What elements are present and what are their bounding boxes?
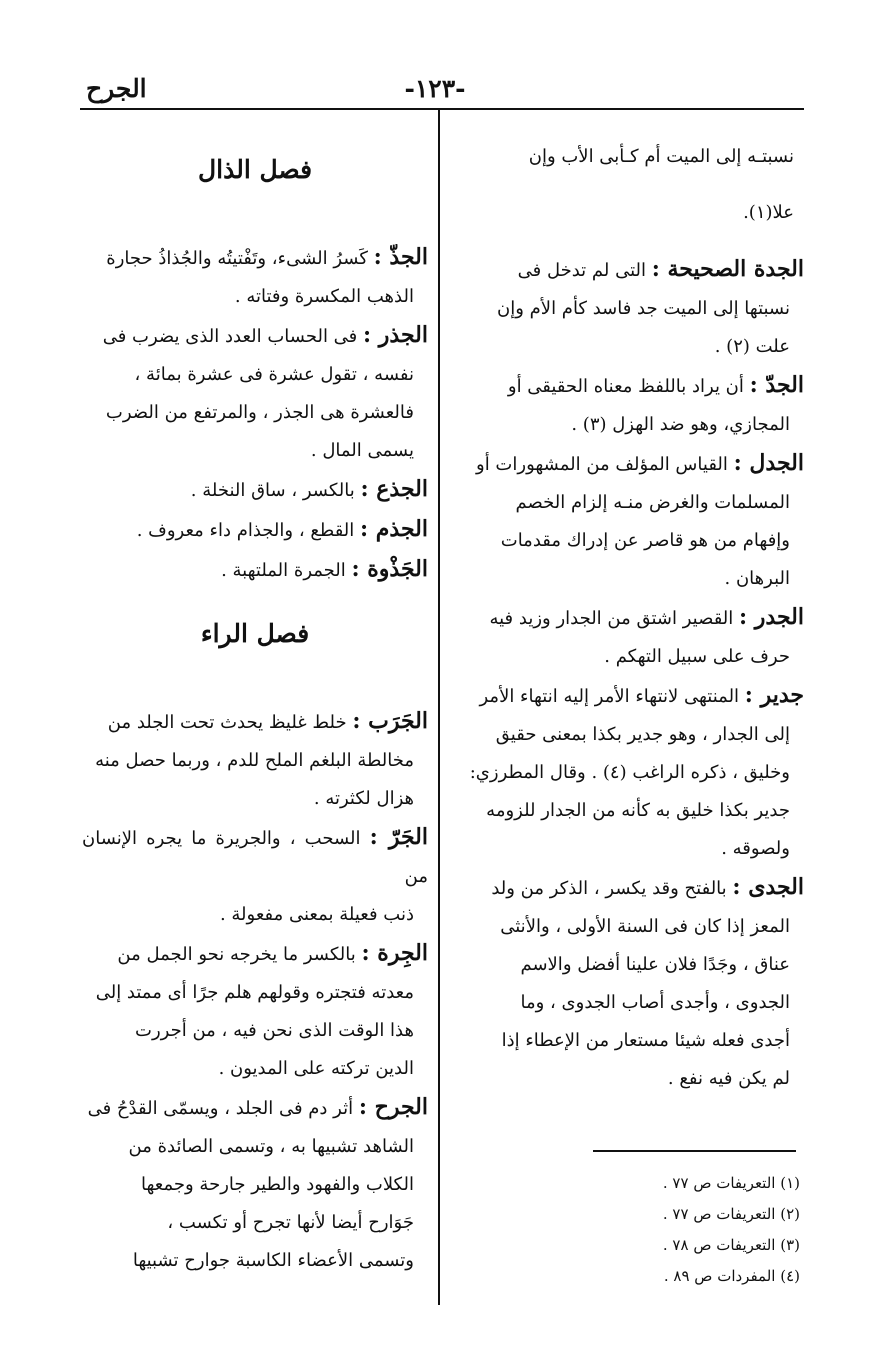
entry-headword: الجذّ : <box>373 244 428 270</box>
entry-line: حرف على سبيل التهكم . <box>604 646 790 667</box>
entry-line: فالعشرة هى الجذر ، والمرتفع من الضرب <box>105 402 414 423</box>
footnotes <box>600 1168 800 1292</box>
section-title-ra: فصل الراء <box>200 619 310 648</box>
entry-line: الشاهد تشبيها به ، وتسمى الصائدة من <box>128 1136 414 1157</box>
entry-line: الكلاب والفهود والطير جارحة وجمعها <box>141 1174 414 1195</box>
entry-headword: الجذر : <box>363 322 428 348</box>
footnote: (٢) التعريفات ص ٧٧ . <box>662 1205 800 1223</box>
footnote-rule <box>593 1150 796 1152</box>
header-rule <box>80 108 804 110</box>
text-line: نسبتـه إلى الميت أم كـأبى الأب وإن <box>528 146 794 167</box>
entry-text: القصير اشتق من الجدار وزيد فيه <box>489 608 734 629</box>
entry-text: بالكسر ما يخرجه نحو الجمل من <box>117 944 356 965</box>
entry-headword: الجَرَب : <box>352 708 428 734</box>
running-header-word: الجرح <box>86 74 147 103</box>
entry-text: كَسرُ الشىء، وتَفْتيتُه والجُذاذُ حجارة <box>106 248 368 269</box>
entry-line: عناق ، وجَدًا فلان علينا أفضل والاسم <box>520 954 790 975</box>
entry-line <box>456 598 804 638</box>
entry-headword: الجذم : <box>360 516 428 542</box>
dictionary-entry <box>82 510 428 550</box>
entry-line <box>456 676 804 716</box>
entry-headword: الجرح : <box>358 1094 428 1120</box>
dictionary-entry <box>456 598 804 676</box>
entry-line: المعز إذا كان فى السنة الأولى ، والأنثى <box>500 916 790 937</box>
entry-line: البرهان . <box>724 568 790 589</box>
footnote: (١) التعريفات ص ٧٧ . <box>662 1174 800 1192</box>
entry-line: المجازي، وهو ضد الهزل (٣) . <box>571 414 790 435</box>
entry-line: وإفهام من هو قاصر عن إدراك مقدمات <box>500 530 790 551</box>
entry-line: جدير بكذا خليق به كأنه من الجدار للزومه <box>486 800 790 821</box>
entry-line: لم يكن فيه نفع . <box>667 1068 790 1089</box>
dictionary-entry <box>82 818 428 934</box>
entry-line: معدته فتجتره وقولهم هلم جرًا أى ممتد إلى <box>95 982 414 1003</box>
entry-line: وتسمى الأعضاء الكاسبة جوارح تشبيها <box>132 1250 414 1271</box>
entry-line <box>82 550 428 590</box>
entry-headword: الجدل : <box>733 450 804 476</box>
entry-line <box>82 470 428 510</box>
entry-text: القطع ، والجذام داء معروف . <box>136 520 355 541</box>
entry-text: المنتهى لانتهاء الأمر إليه انتهاء الأمر <box>479 686 740 707</box>
entry-line: الدين تركته على المديون . <box>218 1058 414 1079</box>
dictionary-entry <box>456 444 804 598</box>
entry-text: الجمرة الملتهبة . <box>221 560 346 581</box>
entry-line: ذنب فعيلة بمعنى مفعولة . <box>219 904 414 925</box>
entry-line: وخليق ، ذكره الراغب (٤) . وقال المطرزي: <box>469 762 790 783</box>
entry-line: يسمى المال . <box>310 440 414 461</box>
entry-line <box>456 366 804 406</box>
entry-headword: الجَذْوة : <box>351 556 428 582</box>
entry-headword: الجدّ : <box>749 372 804 398</box>
entry-text: فى الحساب العدد الذى يضرب فى <box>102 326 358 347</box>
entry-line: المسلمات والغرض منـه إلزام الخصم <box>515 492 790 513</box>
entry-line: جَوَارح أيضا لأنها تجرح أو تكسب ، <box>167 1212 414 1233</box>
entry-line <box>82 316 428 356</box>
entry-line <box>82 510 428 550</box>
dictionary-entry <box>456 250 804 366</box>
entry-line: هزال لكثرته . <box>313 788 414 809</box>
page-number: -١٢٣- <box>404 74 466 103</box>
entry-headword: الجَرّ : <box>369 824 428 850</box>
entry-line: الجدوى ، وأجدى أصاب الجدوى ، وما <box>520 992 790 1013</box>
text-line: علا(١). <box>743 202 794 223</box>
entry-line <box>82 702 428 742</box>
entry-headword: الجدة الصحيحة : <box>651 256 804 282</box>
entry-line <box>82 934 428 974</box>
entry-line: ولصوقه . <box>721 838 790 859</box>
entry-headword: الجِرة : <box>361 940 428 966</box>
right-entries <box>456 250 804 1098</box>
entry-headword: الجدى : <box>732 874 804 900</box>
entry-text: بالكسر ، ساق النخلة . <box>190 480 355 501</box>
footnote: (٣) التعريفات ص ٧٨ . <box>662 1236 800 1254</box>
left-column <box>82 150 428 1280</box>
entry-line: نفسه ، تقول عشرة فى عشرة بمائة ، <box>134 364 414 385</box>
dictionary-entry <box>456 366 804 444</box>
entry-line <box>456 444 804 484</box>
continuation-text <box>456 138 804 232</box>
entry-line: نسبتها إلى الميت جد فاسد كأم الأم وإن <box>497 298 790 319</box>
footnote: (٤) المفردات ص ٨٩ . <box>663 1267 800 1285</box>
entry-text: خلط غليظ يحدث تحت الجلد من <box>107 712 347 733</box>
dictionary-entry <box>456 676 804 868</box>
section-title-dhal: فصل الذال <box>197 155 313 184</box>
dictionary-entry <box>82 1088 428 1280</box>
dictionary-entry <box>82 702 428 818</box>
entry-headword: الجدر : <box>739 604 804 630</box>
entry-line <box>456 868 804 908</box>
entry-headword: جدير : <box>744 682 804 708</box>
entry-text: السحب ، والجريرة ما يجره الإنسان من <box>82 828 428 887</box>
entry-text: التى لم تدخل فى <box>517 260 646 281</box>
dhal-entries <box>82 238 428 590</box>
dictionary-entry <box>82 550 428 590</box>
entry-line <box>82 818 428 896</box>
entry-line: إلى الجدار ، وهو جدير بكذا بمعنى حقيق <box>495 724 790 745</box>
entry-line <box>82 238 428 278</box>
entry-line: الذهب المكسرة وفتاته . <box>234 286 414 307</box>
right-column <box>456 120 804 1098</box>
dictionary-entry <box>82 934 428 1088</box>
dictionary-entry <box>82 316 428 470</box>
entry-line: علت (٢) . <box>714 336 790 357</box>
entry-line: هذا الوقت الذى نحن فيه ، من أجررت <box>135 1020 414 1041</box>
ra-entries <box>82 702 428 1280</box>
entry-text: القياس المؤلف من المشهورات أو <box>476 454 728 475</box>
entry-text: أثر دم فى الجلد ، ويسمّى القدْحُ فى <box>87 1098 354 1119</box>
entry-headword: الجذع : <box>360 476 428 502</box>
entry-text: بالفتح وقد يكسر ، الذكر من ولد <box>491 878 727 899</box>
entry-line: مخالطة البلغم الملح للدم ، وربما حصل منه <box>95 750 414 771</box>
entry-line <box>456 250 804 290</box>
entry-line: أجدى فعله شيئا مستعار من الإعطاء إذا <box>501 1030 790 1051</box>
column-divider <box>438 110 440 1305</box>
dictionary-entry <box>456 868 804 1098</box>
dictionary-entry <box>82 238 428 316</box>
dictionary-entry <box>82 470 428 510</box>
entry-text: أن يراد باللفظ معناه الحقيقى أو <box>507 376 744 397</box>
entry-line <box>82 1088 428 1128</box>
